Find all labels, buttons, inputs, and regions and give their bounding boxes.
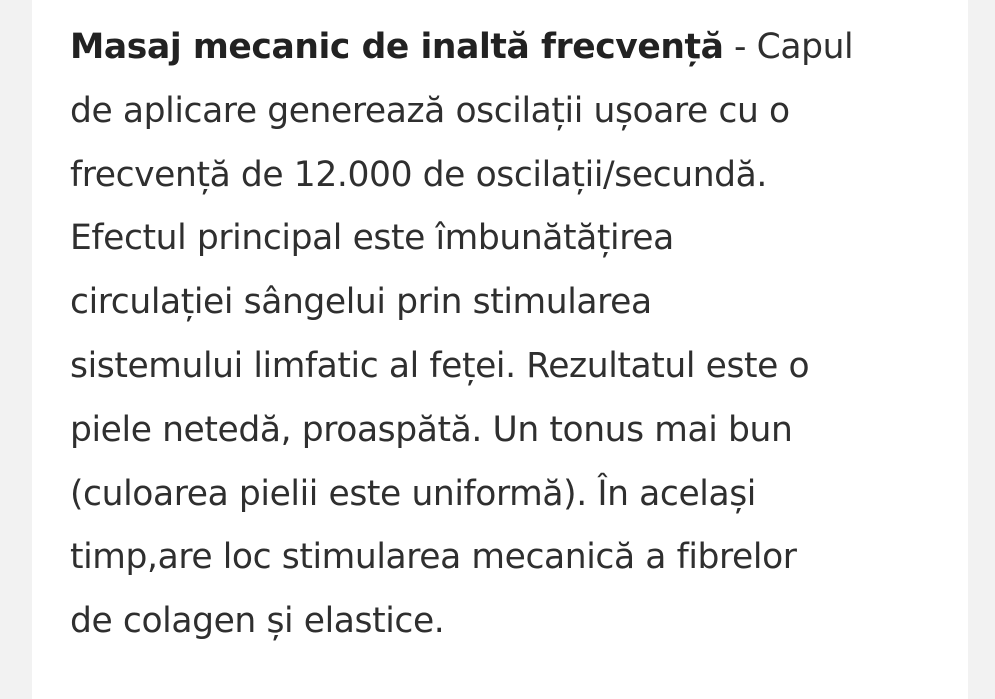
text-card — [32, 0, 968, 699]
text-line: Efectul principal este îmbunătățirea — [70, 218, 674, 259]
text-line: de colagen și elastice. — [70, 601, 445, 642]
text-line: de aplicare generează oscilații ușoare cu o — [70, 90, 790, 131]
text-line: piele netedă, proaspătă. Un tonus mai bun — [70, 409, 793, 450]
text-line: timp,are loc stimularea mecanică a fibrelor — [70, 537, 797, 578]
text-line: sistemului limfatic al feței. Rezultatul este o — [70, 345, 810, 386]
term-separator-text: - Capul — [723, 27, 854, 67]
term-heading: Masaj mecanic de inaltă frecvență — [70, 27, 724, 67]
text-line: (culoarea pielii este uniformă). În același — [70, 473, 756, 514]
article-paragraph — [70, 16, 960, 654]
text-line: frecvență de 12.000 de oscilații/secundă. — [70, 154, 767, 195]
text-line: circulației sângelui prin stimularea — [70, 282, 652, 323]
first-line — [70, 16, 960, 80]
